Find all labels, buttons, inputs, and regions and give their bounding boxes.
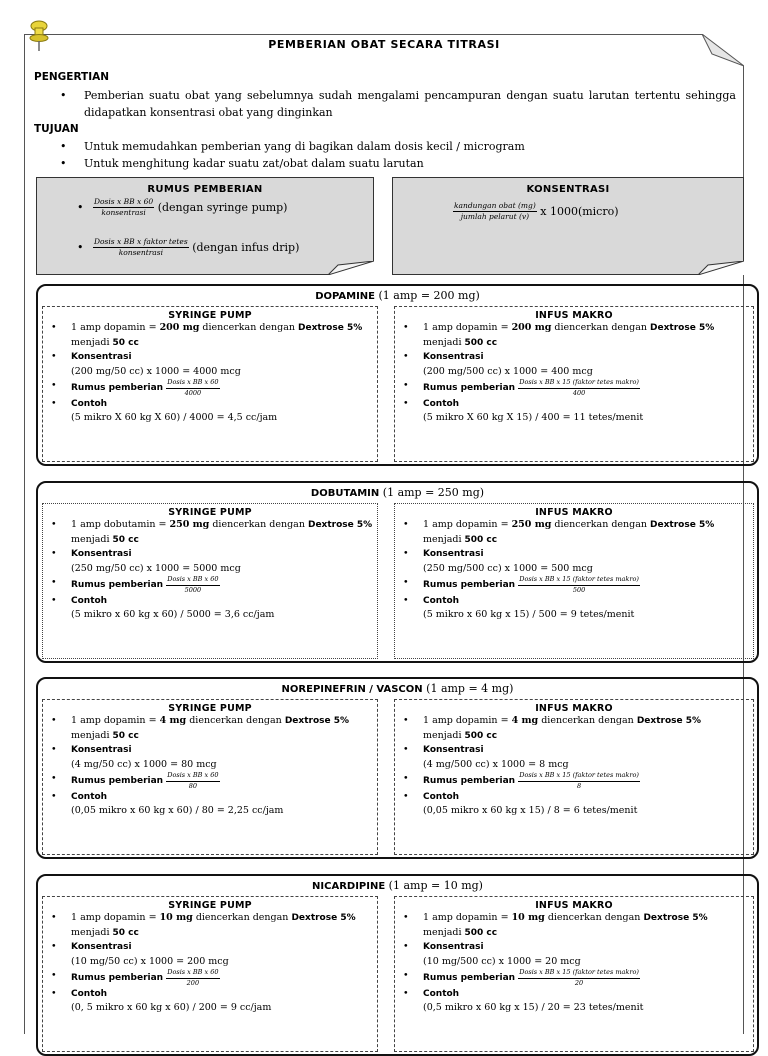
pengertian-list <box>60 87 736 121</box>
rumus-item: • Rumus pemberian $\frac{\text{Dosis x BB x 60}}{80}$ <box>43 772 377 789</box>
fraction: $\frac{\text{Dosis x BB x 15 (faktor tetes makro)}}{8}$ <box>519 771 639 790</box>
rumus-item: • Rumus pemberian $\frac{\text{Dosis x BB x 15 (faktor tetes makro)}}{400}$ <box>395 379 753 396</box>
contoh-item: • Contoh (5 mikro x 60 kg x 60) / 5000 = 3,6 cc/jam <box>43 594 377 623</box>
drug-section <box>36 284 759 466</box>
rumus-item: • Rumus pemberian $\frac{\text{Dosis x BB x 15 (faktor tetes makro)}}{8}$ <box>395 772 753 789</box>
dilution-item: • 1 amp dopamin = 10 mg diencerkan dengan Dextrose 5% menjadi 500 cc <box>395 911 753 940</box>
tujuan-item: • Untuk memudahkan pemberian yang di bagikan dalam dosis kecil / microgram <box>60 138 736 155</box>
contoh-item: • Contoh (5 mikro X 60 kg X 60) / 4000 = 4,5 cc/jam <box>43 397 377 426</box>
infus-makro-heading: INFUS MAKRO <box>535 310 613 321</box>
dilution-item: • 1 amp dopamin = 250 mg diencerkan dengan Dextrose 5% menjadi 500 cc <box>395 518 753 547</box>
pengertian-item: • Pemberian suatu obat yang sebelumnya sudah mengalami pencampuran dengan suatu larutan tertentu sehingga didapatkan konsentrasi obat yang dinginkan <box>60 87 736 121</box>
fraction: $\frac{\text{Dosis x BB x 60}}{200}$ <box>167 968 219 987</box>
fraction: $\frac{\text{Dosis x BB x 60}}{80}$ <box>167 771 219 790</box>
contoh-item: • Contoh (0, 5 mikro x 60 kg x 60) / 200 = 9 cc/jam <box>43 987 377 1016</box>
syringe-pump-column <box>42 306 378 462</box>
contoh-item: • Contoh (5 mikro x 60 kg x 15) / 500 = 9 tetes/menit <box>395 594 753 623</box>
dilution-item: • 1 amp dopamin = 200 mg diencerkan dengan Dextrose 5% menjadi 500 cc <box>395 321 753 350</box>
rumus-item: • Rumus pemberian $\frac{\text{Dosis x BB x 15 (faktor tetes makro)}}{500}$ <box>395 576 753 593</box>
fraction: $\frac{\text{Dosis x BB x 60}}{\text{konsentrasi}}$ <box>94 197 154 218</box>
konsentrasi-item: • Konsentrasi (250 mg/50 cc) x 1000 = 5000 mcg <box>43 547 377 576</box>
fraction: $\frac{\text{Dosis x BB x 60}}{5000}$ <box>167 575 219 594</box>
rumus-item: • Rumus pemberian $\frac{\text{Dosis x BB x 60}}{4000}$ <box>43 379 377 396</box>
tujuan-item: • Untuk menghitung kadar suatu zat/obat dalam suatu larutan <box>60 155 736 172</box>
drug-name: NICARDIPINE <box>312 881 386 892</box>
syringe-pump-heading: SYRINGE PUMP <box>168 507 252 518</box>
rumus-syringe-formula: • $\frac{\text{Dosis x BB x 60}}{\text{konsentrasi}}$ (dengan syringe pump) <box>77 197 288 218</box>
infus-makro-column <box>394 896 754 1052</box>
syringe-pump-heading: SYRINGE PUMP <box>168 703 252 714</box>
fraction: $\frac{\text{Dosis x BB x faktor tetes}}{\text{konsentrasi}}$ <box>94 237 188 258</box>
infus-makro-column <box>394 503 754 659</box>
fraction: $\frac{\text{Dosis x BB x 60}}{4000}$ <box>167 378 219 397</box>
konsentrasi-item: • Konsentrasi (10 mg/50 cc) x 1000 = 200 mcg <box>43 940 377 969</box>
drug-amp: (1 amp = 4 mg) <box>426 682 514 695</box>
konsentrasi-item: • Konsentrasi (250 mg/500 cc) x 1000 = 500 mcg <box>395 547 753 576</box>
syringe-pump-column <box>42 699 378 855</box>
contoh-item: • Contoh (0,05 mikro x 60 kg x 15) / 8 = 6 tetes/menit <box>395 790 753 819</box>
drug-title <box>38 682 757 695</box>
konsentrasi-heading: KONSENTRASI <box>526 184 610 195</box>
konsentrasi-item: • Konsentrasi (200 mg/500 cc) x 1000 = 400 mcg <box>395 350 753 379</box>
fraction: $\frac{\text{kandungan obat (mg)}}{\text{jumlah pelarut (v)}}$ <box>454 201 536 222</box>
konsentrasi-box <box>392 177 744 275</box>
infus-makro-heading: INFUS MAKRO <box>535 900 613 911</box>
drug-section <box>36 677 759 859</box>
syringe-pump-column <box>42 896 378 1052</box>
fraction: $\frac{\text{Dosis x BB x 15 (faktor tetes makro)}}{500}$ <box>519 575 639 594</box>
dilution-item: • 1 amp dopamin = 10 mg diencerkan dengan Dextrose 5% menjadi 50 cc <box>43 911 377 940</box>
drug-name: DOBUTAMIN <box>310 488 380 499</box>
konsentrasi-item: • Konsentrasi (4 mg/50 cc) x 1000 = 80 mcg <box>43 743 377 772</box>
konsentrasi-item: • Konsentrasi (200 mg/50 cc) x 1000 = 4000 mcg <box>43 350 377 379</box>
box-corner-fold <box>328 261 374 275</box>
rumus-pemberian-heading: RUMUS PEMBERIAN <box>147 184 263 195</box>
tujuan-heading: TUJUAN <box>34 123 79 135</box>
konsentrasi-item: • Konsentrasi (10 mg/500 cc) x 1000 = 20 mcg <box>395 940 753 969</box>
infus-makro-column <box>394 699 754 855</box>
contoh-item: • Contoh (0,5 mikro x 60 kg x 15) / 20 = 23 tetes/menit <box>395 987 753 1016</box>
drug-name: NOREPINEFRIN / VASCON <box>281 684 423 695</box>
konsentrasi-formula: $\frac{\text{kandungan obat (mg)}}{\text{jumlah pelarut (v)}}$ x 1000(micro) <box>454 201 619 222</box>
drug-title <box>38 289 757 302</box>
dilution-item: • 1 amp dobutamin = 250 mg diencerkan dengan Dextrose 5% menjadi 50 cc <box>43 518 377 547</box>
syringe-pump-heading: SYRINGE PUMP <box>168 310 252 321</box>
syringe-pump-column <box>42 503 378 659</box>
drug-amp: (1 amp = 10 mg) <box>388 879 483 892</box>
drug-section <box>36 874 759 1056</box>
fraction: $\frac{\text{Dosis x BB x 15 (faktor tetes makro)}}{400}$ <box>519 378 639 397</box>
infus-makro-column <box>394 306 754 462</box>
konsentrasi-item: • Konsentrasi (4 mg/500 cc) x 1000 = 8 mcg <box>395 743 753 772</box>
box-corner-fold <box>698 261 744 275</box>
infus-makro-heading: INFUS MAKRO <box>535 703 613 714</box>
rumus-infus-formula: • $\frac{\text{Dosis x BB x faktor tetes}}{\text{konsentrasi}}$ (dengan infus drip) <box>77 237 300 258</box>
rumus-item: • Rumus pemberian $\frac{\text{Dosis x BB x 60}}{5000}$ <box>43 576 377 593</box>
dilution-item: • 1 amp dopamin = 4 mg diencerkan dengan Dextrose 5% menjadi 50 cc <box>43 714 377 743</box>
rumus-item: • Rumus pemberian $\frac{\text{Dosis x BB x 60}}{200}$ <box>43 969 377 986</box>
rumus-item: • Rumus pemberian $\frac{\text{Dosis x BB x 15 (faktor tetes makro)}}{20}$ <box>395 969 753 986</box>
syringe-pump-heading: SYRINGE PUMP <box>168 900 252 911</box>
tujuan-list <box>60 138 736 172</box>
document-title: PEMBERIAN OBAT SECARA TITRASI <box>268 38 500 51</box>
infus-makro-heading: INFUS MAKRO <box>535 507 613 518</box>
drug-name: DOPAMINE <box>315 291 376 302</box>
drug-amp: (1 amp = 250 mg) <box>382 486 485 499</box>
dilution-item: • 1 amp dopamin = 4 mg diencerkan dengan Dextrose 5% menjadi 500 cc <box>395 714 753 743</box>
fraction: $\frac{\text{Dosis x BB x 15 (faktor tetes makro)}}{20}$ <box>519 968 639 987</box>
drug-section <box>36 481 759 663</box>
dilution-item: • 1 amp dopamin = 200 mg diencerkan dengan Dextrose 5% menjadi 50 cc <box>43 321 377 350</box>
contoh-item: • Contoh (0,05 mikro x 60 kg x 60) / 80 = 2,25 cc/jam <box>43 790 377 819</box>
drug-title <box>38 879 757 892</box>
rumus-pemberian-box <box>36 177 374 275</box>
drug-amp: (1 amp = 200 mg) <box>378 289 480 302</box>
drug-title <box>38 486 757 499</box>
contoh-item: • Contoh (5 mikro X 60 kg X 15) / 400 = 11 tetes/menit <box>395 397 753 426</box>
pengertian-heading: PENGERTIAN <box>34 71 110 83</box>
